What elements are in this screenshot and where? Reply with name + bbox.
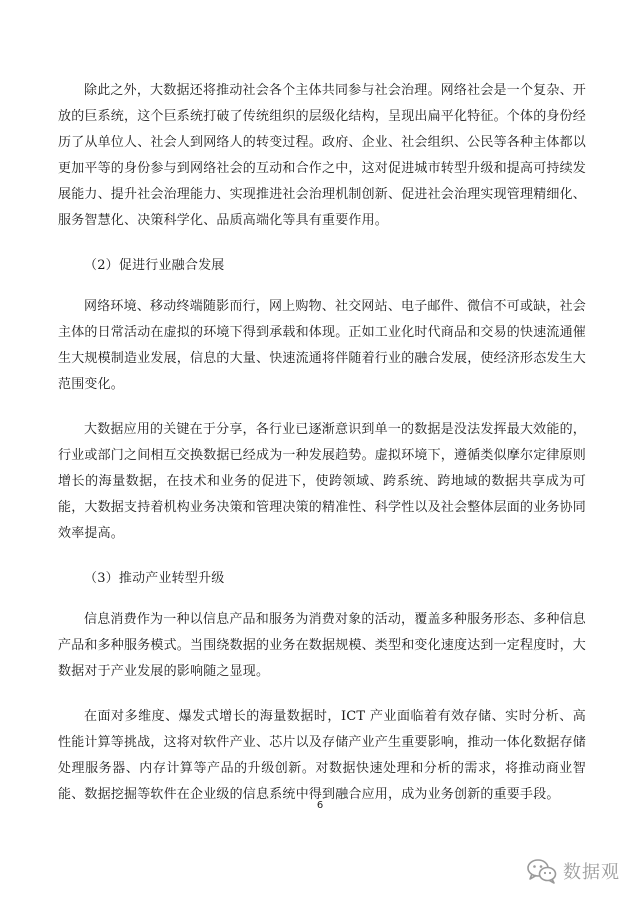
page-number: 6 [316,800,324,811]
paragraph-network-environment: 网络环境、移动终端随影而行，网上购物、社交网站、电子邮件、微信不可或缺，社会主体的日常活动在虚拟的环境下得到承载和体现。正如工业化时代商品和交易的快速流通催生大规模制造业发展，信息的大量、快速流通将伴随着行业的融合发展，使经济形态发生大范围变化。 [58,299,587,392]
paragraph-information-consumption: 信息消费作为一种以信息产品和服务为消费对象的活动，覆盖多种服务形态、多种信息产品和多种服务模式。当围绕数据的业务在数据规模、类型和变化速度达到一定程度时，大数据对于产业发展的影响随之显现。 [58,612,587,679]
section-heading-industry-integration: （2）促进行业融合发展 [84,258,225,273]
watermark [527,858,620,884]
paragraph-data-sharing: 大数据应用的关键在于分享，各行业已逐渐意识到单一的数据是没法发挥最大效能的，行业或部门之间相互交换数据已经成为一种发展趋势。虚拟环境下，遵循类似摩尔定律原则增长的海量数据，在技术和业务的促进下，使跨领域、跨系统、跨地域的数据共享成为可能，大数据支持着机构业务决策和管理决策的精准性、科学性以及社会整体层面的业务协同效率提高。 [58,422,587,541]
paragraph-social-governance: 除此之外，大数据还将推动社会各个主体共同参与社会治理。网络社会是一个复杂、开放的巨系统，这个巨系统打破了传统组织的层级化结构，呈现出扁平化特征。个体的身份经历了从单位人、社会人到网络人的转变过程。政府、企业、社会组织、公民等各种主体都以更加平等的身份参与到网络社会的互动和合作之中，这对促进城市转型升级和提高可持续发展能力、提升社会治理能力、实现推进社会治理机制创新、促进社会治理实现管理精细化、服务智慧化、决策科学化、品质高端化等具有重要作用。 [58,83,587,228]
section-heading-industry-upgrade: （3）推动产业转型升级 [84,571,225,586]
paragraph-ict-industry: 在面对多维度、爆发式增长的海量数据时，ICT 产业面临着有效存储、实时分析、高性能计算等挑战，这将对软件产业、芯片以及存储产业产生重要影响，推动一体化数据存储处理服务器、内存计算等产品的升级创新。对数据快速处理和分析的需求，将推动商业智能、数据挖掘等软件在企业级的信息系统中得到融合应用，成为业务创新的重要手段。 [58,709,587,802]
watermark-text: 数据观 [563,862,620,883]
document-body [58,78,586,827]
wechat-icon [527,858,557,884]
